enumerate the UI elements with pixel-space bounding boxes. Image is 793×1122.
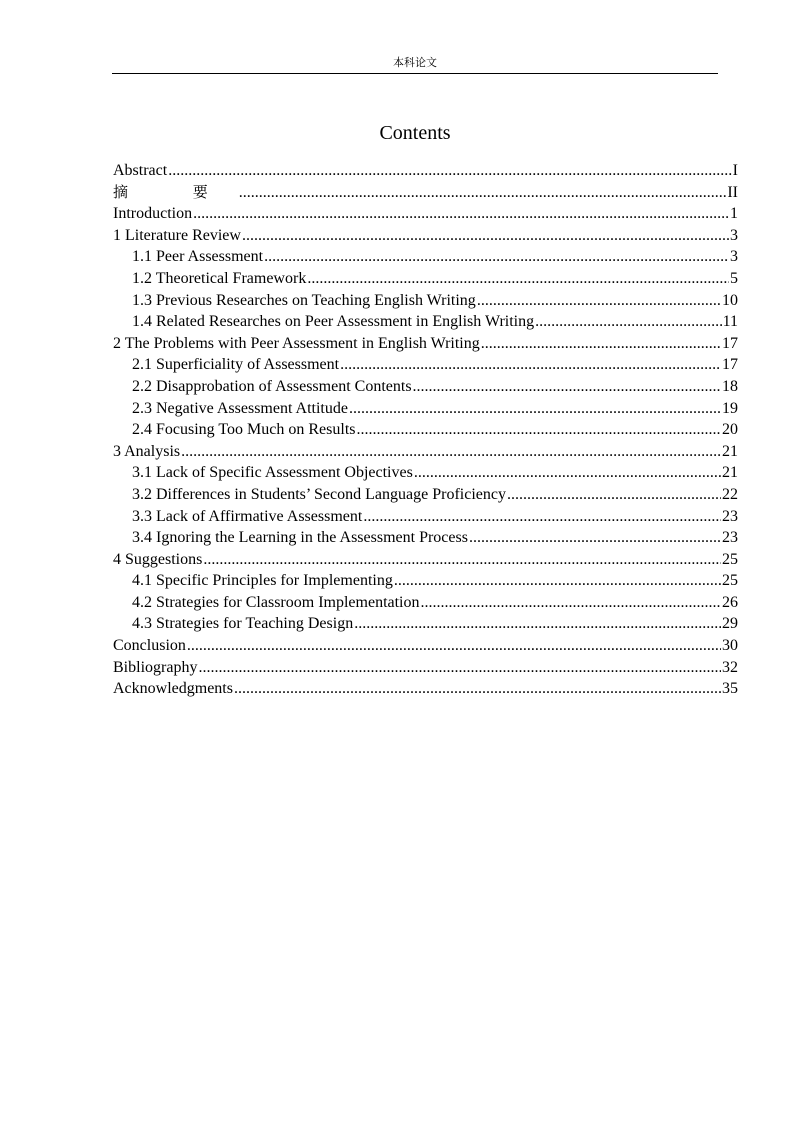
toc-entry-label: 2.1 Superficiality of Assessment — [132, 356, 340, 374]
toc-entry-page: II — [727, 183, 738, 201]
toc-entry-page: 5 — [730, 269, 738, 287]
toc-dot-leader — [242, 225, 729, 247]
toc-entry[interactable] — [113, 549, 738, 571]
toc-entry-page: 32 — [722, 658, 738, 676]
toc-dot-leader — [193, 203, 729, 225]
table-of-contents — [113, 160, 738, 700]
toc-entry-page: 10 — [722, 291, 738, 309]
toc-dot-leader — [413, 376, 721, 398]
toc-entry[interactable] — [113, 290, 738, 312]
toc-dot-leader — [203, 549, 721, 571]
toc-entry-label: Abstract — [113, 162, 168, 179]
toc-entry-label: 1.2 Theoretical Framework — [132, 269, 307, 287]
toc-entry[interactable] — [113, 398, 738, 420]
toc-entry-page: 18 — [722, 377, 738, 395]
toc-entry[interactable] — [113, 160, 738, 182]
toc-entry-page: 29 — [722, 615, 738, 633]
toc-entry[interactable] — [113, 333, 738, 355]
toc-entry-page: 26 — [722, 593, 738, 611]
toc-title: Contents — [379, 122, 451, 144]
toc-dot-leader — [421, 592, 722, 614]
toc-entry[interactable] — [113, 527, 738, 549]
toc-entry-label: 1.1 Peer Assessment — [132, 248, 264, 266]
toc-entry-label: 2 The Problems with Peer Assessment in English Writing — [113, 334, 480, 352]
toc-dot-leader — [264, 246, 729, 268]
toc-entry-page: 11 — [722, 313, 738, 331]
toc-entry-page: 30 — [722, 637, 738, 655]
toc-entry-label: 2.2 Disapprobation of Assessment Contents — [132, 377, 412, 395]
toc-entry-page: 21 — [722, 464, 738, 482]
toc-entry[interactable] — [113, 246, 738, 268]
toc-dot-leader — [198, 657, 721, 679]
toc-dot-leader — [239, 182, 727, 204]
toc-entry-label: Conclusion — [113, 637, 186, 655]
toc-entry-label: 4.2 Strategies for Classroom Implementation — [132, 593, 420, 611]
toc-entry[interactable] — [113, 570, 738, 592]
toc-dot-leader — [349, 398, 721, 420]
toc-entry-label: 摘 要 — [113, 182, 238, 201]
toc-entry-label: 3.3 Lack of Affirmative Assessment — [132, 507, 363, 525]
toc-entry[interactable] — [113, 419, 738, 441]
toc-entry-label: 4.3 Strategies for Teaching Design — [132, 615, 354, 633]
toc-entry[interactable] — [113, 203, 738, 225]
toc-entry-label: 2.4 Focusing Too Much on Results — [132, 421, 356, 439]
toc-entry-label: 3.4 Ignoring the Learning in the Assessment Process — [132, 529, 468, 547]
toc-entry-page: 35 — [722, 680, 738, 698]
toc-entry[interactable] — [113, 182, 738, 204]
page-header: 本科论文 — [393, 56, 437, 69]
toc-entry-label: 2.3 Negative Assessment Attitude — [132, 399, 348, 417]
toc-dot-leader — [234, 678, 721, 700]
toc-dot-leader — [414, 462, 721, 484]
toc-dot-leader — [307, 268, 729, 290]
toc-entry-page: 1 — [730, 205, 738, 223]
toc-dot-leader — [187, 635, 721, 657]
toc-dot-leader — [469, 527, 721, 549]
toc-entry-page: 17 — [722, 356, 738, 374]
toc-entry-page: 23 — [722, 529, 738, 547]
toc-entry-page: 21 — [722, 442, 738, 460]
toc-entry-label: 3.2 Differences in Students’ Second Language Proficiency — [132, 485, 506, 503]
toc-dot-leader — [354, 613, 721, 635]
toc-entry[interactable] — [113, 225, 738, 247]
toc-entry-label: 3.1 Lack of Specific Assessment Objectives — [132, 464, 413, 482]
toc-dot-leader — [356, 419, 721, 441]
toc-entry-label: 1.4 Related Researches on Peer Assessment in English Writing — [132, 313, 535, 331]
toc-entry-page: 17 — [722, 334, 738, 352]
toc-entry[interactable] — [113, 506, 738, 528]
toc-entry-label: 1 Literature Review — [113, 226, 241, 244]
toc-entry-page: 22 — [722, 485, 738, 503]
toc-entry[interactable] — [113, 268, 738, 290]
toc-entry[interactable] — [113, 657, 738, 679]
toc-entry-label: 4 Suggestions — [113, 550, 203, 568]
toc-dot-leader — [394, 570, 721, 592]
toc-dot-leader — [168, 160, 731, 182]
toc-entry[interactable] — [113, 311, 738, 333]
toc-dot-leader — [340, 354, 721, 376]
toc-entry[interactable] — [113, 354, 738, 376]
toc-entry[interactable] — [113, 484, 738, 506]
toc-entry-page: 19 — [722, 399, 738, 417]
toc-entry[interactable] — [113, 678, 738, 700]
toc-entry-page: 25 — [722, 550, 738, 568]
toc-dot-leader — [477, 290, 721, 312]
toc-entry-label: 4.1 Specific Principles for Implementing — [132, 572, 393, 590]
toc-entry-page: 25 — [722, 572, 738, 590]
toc-entry-page: 3 — [730, 226, 738, 244]
toc-entry[interactable] — [113, 592, 738, 614]
toc-entry-label: 3 Analysis — [113, 442, 181, 460]
toc-entry[interactable] — [113, 441, 738, 463]
toc-entry-page: I — [732, 162, 738, 179]
toc-entry[interactable] — [113, 462, 738, 484]
toc-entry-label: Introduction — [113, 205, 193, 223]
toc-entry-page: 3 — [730, 248, 738, 266]
toc-dot-leader — [181, 441, 721, 463]
toc-dot-leader — [535, 311, 721, 333]
toc-entry-label: Acknowledgments — [113, 680, 233, 698]
toc-entry-label: Bibliography — [113, 658, 198, 676]
toc-entry-page: 23 — [722, 507, 738, 525]
toc-entry[interactable] — [113, 635, 738, 657]
toc-entry[interactable] — [113, 613, 738, 635]
toc-dot-leader — [363, 506, 721, 528]
toc-entry-label: 1.3 Previous Researches on Teaching English Writing — [132, 291, 476, 309]
toc-dot-leader — [481, 333, 721, 355]
header-rule — [112, 73, 718, 74]
toc-entry[interactable] — [113, 376, 738, 398]
toc-dot-leader — [507, 484, 721, 506]
toc-entry-page: 20 — [722, 421, 738, 439]
